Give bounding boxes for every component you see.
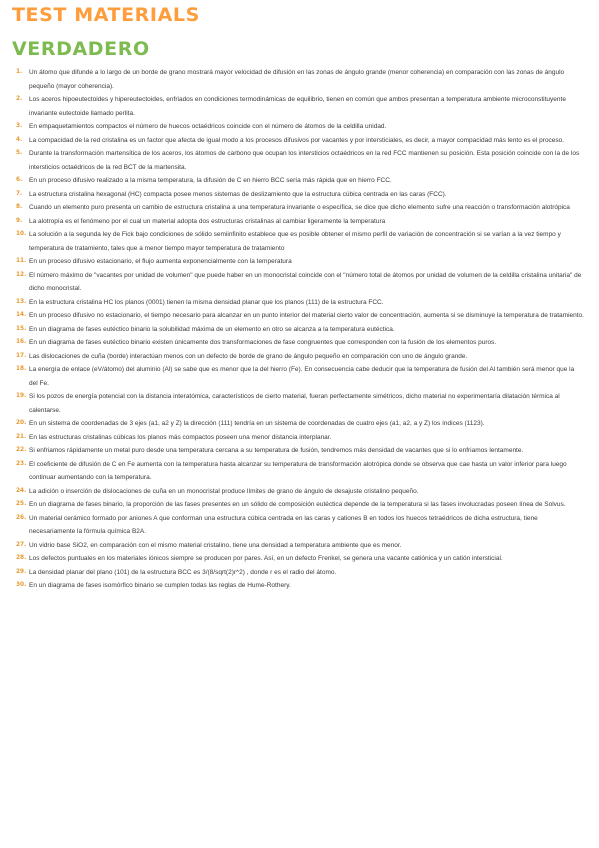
item-number: 22. [16,447,27,453]
list-item [16,512,584,539]
item-number: 16. [16,339,27,345]
item-number: 20. [16,420,27,426]
item-text: Si los pozos de energía potencial con la distancia interatómica, característicos de cierto material, fueran perfectamente simétricos, dicho material no experimentaría dilatación térmica al calentarse. [29,393,560,414]
item-number: 17. [16,352,27,359]
item-text: En un diagrama de fases isomórfico binario se cumplen todas las reglas de Hume-Rothery. [29,582,291,589]
item-number: 9. [16,217,23,224]
list-item [16,309,584,323]
item-number: 3. [16,123,23,129]
list-item [16,363,584,390]
item-number: 23. [16,460,27,467]
list-item [16,215,584,229]
list-item [16,147,584,174]
item-text: Un átomo que difunde a lo largo de un borde de grano mostrará mayor velocidad de difusión en las zonas de ángulo grande (menor coherencia) en comparación con las zonas de ángulo pequeño (mayor coherencia). [29,69,565,90]
item-number: 12. [16,271,27,278]
item-number: 26. [16,514,27,521]
list-item [16,350,584,364]
item-text: Los aceros hipoeutectoides y hipereutectoides, enfriados en condiciones termodinámicas de equilibrio, tienen en común que ambos presentan a temperatura ambiente microconstituyente invariante eutectoide llamado perlita. [29,96,566,117]
item-text: La estructura cristalina hexagonal (HC) compacta posee menos sistemas de deslizamiento que la estructura cúbica centrada en las caras (FCC). [29,190,447,198]
item-text: En un diagrama de fases eutéctico binario existen únicamente dos transformaciones de fase congruentes que corresponden con la fusión de los elementos puros. [29,339,497,346]
item-number: 27. [16,541,27,548]
list-item [16,228,584,255]
item-number: 25. [16,501,27,507]
page-title: TEST MATERIALS [8,6,204,25]
list-item [16,336,584,350]
item-number: 5. [16,150,23,156]
item-number: 13. [16,298,27,305]
item-text: La solución a la segunda ley de Fick bajo condiciones de sólido semiinfinito establece que es posible obtener el mismo perfil de variación de concentración si se varían a la vez tiempo y temperatura de tratamiento, tales que a menor tiempo mayor temperatura de tratamiento [29,231,561,252]
list-item [16,485,584,499]
item-number: 7. [16,190,23,197]
list-item [16,188,584,202]
list-item [16,498,584,512]
list-item [16,539,584,553]
list-item [16,458,584,485]
section-title: VERDADERO [8,40,154,59]
item-text: En las estructuras cristalinas cúbicas los planos más compactos poseen una menor distancia interplanar. [29,433,332,441]
item-text: Cuando un elemento puro presenta un cambio de estructura cristalina a una temperatura invariante o específica, se dice que dicho elemento sufre una reacción o transformación alotrópica [29,204,570,211]
list-item [16,390,584,417]
item-number: 1. [16,69,23,75]
list-item [16,120,584,134]
item-number: 11. [16,258,27,264]
item-text: La densidad planar del plano (101) de la estructura BCC es 3/(8/sqrt(2)r^2) , donde r es el radio del átomo. [29,568,337,576]
section-header [8,40,154,60]
list-item [16,296,584,310]
item-text: En un diagrama de fases binario, la proporción de las fases presentes en un sólido de composición eutéctica depende de la temperatura si las fases involucradas poseen línea de Solvus. [29,501,566,508]
list-item [16,579,584,593]
list-item [16,134,584,148]
item-text: Si enfriamos rápidamente un metal puro desde una temperatura cercana a su temperatura de fusión, tendremos más densidad de vacantes que si lo enfriamos lentamente. [29,447,524,454]
list-item [16,444,584,458]
statement-list [16,66,584,593]
item-number: 21. [16,433,27,440]
item-number: 8. [16,204,23,210]
item-text: En empaquetamientos compactos el número de huecos octaédricos coincide con el número de átomos de la celdilla unidad. [29,123,387,130]
item-text: Las dislocaciones de cuña (borde) interactúan menos con un defecto de borde de grano de ángulo pequeño en comparación con uno de ángulo grande. [29,352,468,360]
list-item [16,323,584,337]
item-text: La alotropía es el fenómeno por el cual un material adopta dos estructuras cristalinas al cambiar ligeramente la temperatura [29,217,386,225]
item-text: Los defectos puntuales en los materiales iónicos siempre se producen por pares. Así, en un defecto Frenkel, se genera una vacante catiónica y un catión intersticial. [29,555,503,562]
list-item [16,269,584,296]
item-text: El coeficiente de difusión de C en Fe aumenta con la temperatura hasta alcanzar su temperatura de transformación alotrópica donde se observa que cae hasta un valor inferior para luego continuar aumentando con la temperatura. [29,460,567,481]
item-text: La compacidad de la red cristalina es un factor que afecta de igual modo a los procesos difusivos por vacantes y por intersticiales, es decir, a mayor compacidad más lento es el proceso. [29,136,565,144]
list-item [16,566,584,580]
list-item [16,201,584,215]
item-number: 10. [16,231,27,237]
list-item [16,431,584,445]
item-text: En un proceso difusivo estacionario, el flujo aumenta exponencialmente con la temperatura [29,258,292,265]
list-item [16,93,584,120]
list-item [16,417,584,431]
item-text: Durante la transformación martensítica de los aceros, los átomos de carbono que ocupan los intersticios octaédricos en la red FCC mantienen su posición. Esta posición coincide con la de los intersticios octaédricos de la red BCT de la martensita. [29,150,580,171]
list-item [16,66,584,93]
list-item [16,255,584,269]
item-number: 15. [16,325,27,332]
item-text: En un proceso difusivo no estacionario, el tiempo necesario para alcanzar en un punto interior del material cierto valor de concentración, aumenta si se disminuye la temperatura de tratamiento. [29,312,584,319]
item-text: En un sistema de coordenadas de 3 ejes (a1, a2 y Z) la dirección (111) tendría en un sistema de coordenadas de cuatro ejes (a1, a2, a y Z) los índices (1123). [29,420,485,427]
item-number: 14. [16,312,27,318]
item-text: En la estructura cristalina HC los planos (0001) tienen la misma densidad planar que los planos (111) de la estructura FCC. [29,298,384,306]
item-text: Un material cerámico formado por aniones A que conforman una estructura cúbica centrada en las caras y cationes B en todos los huecos tetraédricos de dicha estructura, tiene necesariamente la fórmula química B2A. [29,514,538,535]
item-text: La adición o inserción de dislocaciones de cuña en un monocristal produce límites de grano de ángulo de desajuste cristalino pequeño. [29,487,419,495]
item-text: La energía de enlace (eV/átomo) del aluminio (Al) se sabe que es menor que la del hierro (Fe). En consecuencia cabe deducir que la temperatura de fusión del Al también será menor que la del Fe. [29,366,575,387]
item-number: 19. [16,393,27,399]
item-text: El número máximo de "vacantes por unidad de volumen" que puede haber en un monocristal coincide con el "número total de átomos por unidad de volumen de la celdilla cristalina unitaria" de dicho monocristal. [29,271,582,292]
item-number: 6. [16,177,23,183]
list-item [16,552,584,566]
item-number: 24. [16,487,27,494]
item-number: 28. [16,555,27,561]
item-text: En un diagrama de fases eutéctico binario la solubilidad máxima de un elemento en otro se alcanza a la temperatura eutéctica. [29,325,395,333]
item-text: En un proceso difusivo realizado a la misma temperatura, la difusión de C en hierro BCC sería más rápida que en hierro FCC. [29,177,392,184]
item-text: Un vidrio base SiO2, en comparación con el mismo material cristalino, tiene una densidad a temperatura ambiente que es menor. [29,541,402,549]
list-item [16,174,584,188]
header [8,6,204,26]
item-number: 30. [16,582,27,588]
item-number: 29. [16,568,27,575]
item-number: 18. [16,366,27,372]
item-number: 2. [16,96,23,102]
item-number: 4. [16,136,23,143]
